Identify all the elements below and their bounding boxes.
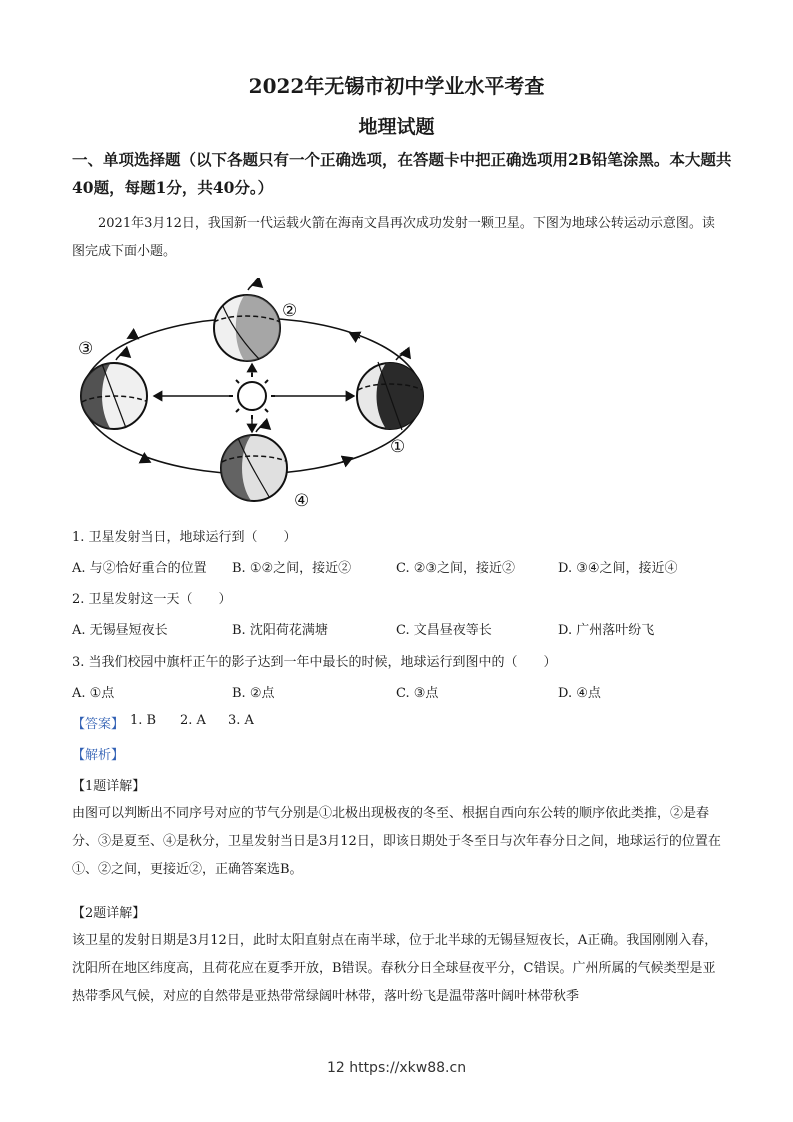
analysis-label: 【解析】 (72, 748, 125, 763)
earth-position-4-icon (212, 426, 288, 504)
detail-2-heading: 【2题详解】 (72, 906, 146, 921)
page-title: 2022年无锡市初中学业水平考查 (248, 74, 545, 98)
question-1-options (72, 557, 732, 581)
analysis-row (72, 744, 732, 768)
option-a: A. ①点 (72, 686, 115, 701)
question-1 (72, 526, 732, 550)
sun-icon (229, 373, 275, 419)
section-heading: 一、单项选择题（以下各题只有一个正确选项，在答题卡中把正确选项用2B铅笔涂黑。本大题共40题，每题1分，共40分。） (72, 150, 732, 197)
option-c: C. ②③之间，接近② (396, 561, 516, 576)
detail-2-heading-row (72, 902, 732, 926)
option-c: C. ③点 (396, 686, 439, 701)
option-d: D. 广州落叶纷飞 (558, 623, 655, 638)
option-b: B. ②点 (232, 686, 275, 701)
label-2: ② (282, 301, 298, 321)
question-3-options (72, 682, 732, 706)
answer-2: 2. A (180, 713, 206, 728)
label-1: ① (390, 437, 406, 457)
option-d: D. ③④之间，接近④ (558, 561, 678, 576)
option-d: D. ④点 (558, 686, 601, 701)
earth-position-3-icon (72, 354, 148, 434)
option-a: A. 无锡昼短夜长 (72, 623, 168, 638)
question-3 (72, 651, 732, 675)
earth-position-1-icon (357, 354, 432, 434)
answer-1: 1. B (130, 713, 157, 728)
page-footer: 12 https://xkw88.cn (326, 1060, 467, 1076)
option-b: B. ①②之间，接近② (232, 561, 352, 576)
label-4: ④ (294, 491, 310, 511)
page-subtitle: 地理试题 (358, 116, 435, 138)
detail-1-heading: 【1题详解】 (72, 779, 146, 794)
option-b: B. 沈阳荷花满塘 (232, 623, 328, 638)
option-a: A. 与②恰好重合的位置 (72, 561, 207, 576)
earth-orbit-diagram (72, 278, 442, 516)
detail-2-text: 该卫星的发射日期是3月12日，此时太阳直射点在南半球，位于北半球的无锡昼短夜长，A正确。我国刚刚入春，沈阳所在地区纬度高，且荷花应在夏季开放，B错误。春秋分日全球昼夜平分，C错误。广州所属的气候类型是亚热带季风气候，对应的自然带是亚热带常绿阔叶林带，落叶纷飞是温带落叶阔叶林带秋季 (72, 933, 718, 1004)
detail-1-text: 由图可以判断出不同序号对应的节气分别是①北极出现极夜的冬至、根据自西向东公转的顺序依此类推，②是春分、③是夏至、④是秋分，卫星发射当日是3月12日，即该日期处于冬至日与次年春分日之间，地球运行的位置在①、②之间，更接近②，正确答案选B。 (72, 806, 721, 877)
question-stem: 3. 当我们校园中旗杆正午的影子达到一年中最长的时候，地球运行到图中的（ ） (72, 655, 557, 670)
intro-paragraph: 2021年3月12日，我国新一代运载火箭在海南文昌再次成功发射一颗卫星。下图为地球公转运动示意图。读图完成下面小题。 (72, 216, 715, 259)
option-c: C. 文昌昼夜等长 (396, 623, 492, 638)
question-stem: 2. 卫星发射这一天（ ） (72, 592, 232, 607)
answer-label: 【答案】 (72, 717, 125, 732)
question-2 (72, 588, 732, 612)
label-3: ③ (78, 339, 94, 359)
answer-row (72, 713, 732, 737)
question-2-options (72, 619, 732, 643)
earth-position-2-icon (214, 284, 287, 364)
detail-1-heading-row (72, 775, 732, 799)
answer-3: 3. A (228, 713, 254, 728)
question-stem: 1. 卫星发射当日，地球运行到（ ） (72, 530, 297, 545)
